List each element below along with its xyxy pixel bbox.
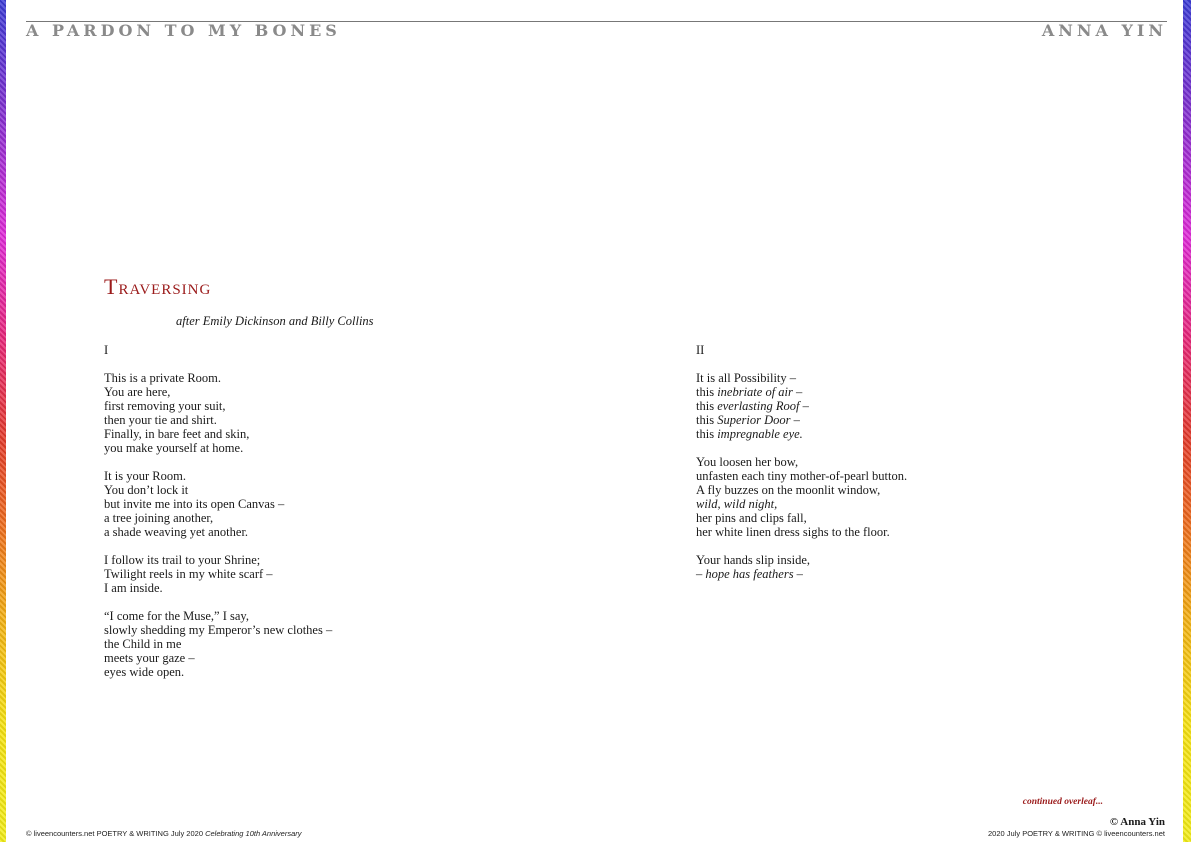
- poem-line: “I come for the Muse,” I say,: [104, 609, 249, 623]
- poem-line: This is a private Room.: [104, 371, 221, 385]
- stanza: [696, 371, 907, 441]
- poem-line: You loosen her bow,: [696, 455, 799, 469]
- poem-line: this impregnable eye.: [696, 427, 803, 441]
- poem-line: first removing your suit,: [104, 399, 226, 413]
- poem-line: You don’t lock it: [104, 483, 189, 497]
- poem-line: this inebriate of air –: [696, 385, 803, 399]
- poem-line: I follow its trail to your Shrine;: [104, 553, 261, 567]
- poem-line: this Superior Door –: [696, 413, 800, 427]
- poem-line: but invite me into its open Canvas –: [104, 497, 285, 511]
- poem-line: a tree joining another,: [104, 511, 214, 525]
- footer-left: © liveencounters.net POETRY & WRITING July 2020 Celebrating 10th Anniversary: [26, 829, 302, 838]
- poem-line: You are here,: [104, 385, 171, 399]
- poem-line: A fly buzzes on the moonlit window,: [696, 483, 881, 497]
- poem-line: a shade weaving yet another.: [104, 525, 249, 539]
- poem-line: It is all Possibility –: [696, 371, 797, 385]
- poem-line: meets your gaze –: [104, 651, 195, 665]
- poem-line: her pins and clips fall,: [696, 511, 807, 525]
- poem-line: the Child in me: [104, 637, 182, 651]
- stanza: [104, 371, 332, 455]
- poem-line: eyes wide open.: [104, 665, 185, 679]
- poem-line: Twilight reels in my white scarf –: [104, 567, 273, 581]
- poem-line: this everlasting Roof –: [696, 399, 809, 413]
- stanza: [104, 469, 332, 539]
- poem-part-2: [696, 343, 907, 595]
- stanza: [104, 553, 332, 595]
- poem-line: unfasten each tiny mother-of-pearl button.: [696, 469, 908, 483]
- header-author: ANNA YIN: [1041, 21, 1167, 40]
- part-numeral: I: [104, 343, 109, 357]
- continued-note: continued overleaf...: [1022, 797, 1103, 807]
- part-1-stanzas: [104, 371, 332, 679]
- left-color-border: [0, 0, 6, 842]
- poem-title: Traversing: [104, 274, 212, 299]
- footer-right: 2020 July POETRY & WRITING © liveencounters.net: [988, 829, 1165, 838]
- poem-line: Finally, in bare feet and skin,: [104, 427, 250, 441]
- stanza: [104, 609, 332, 679]
- poem-line: It is your Room.: [104, 469, 186, 483]
- poem-line: wild, wild night,: [696, 497, 778, 511]
- stanza: [696, 553, 907, 581]
- right-color-border: [1183, 0, 1191, 842]
- poem-dedication: after Emily Dickinson and Billy Collins: [176, 314, 374, 328]
- copyright-author: © Anna Yin: [1109, 816, 1165, 828]
- stanza: [696, 455, 907, 539]
- poem-part-1: [104, 343, 332, 693]
- part-numeral: II: [696, 343, 705, 357]
- poem-line: you make yourself at home.: [104, 441, 244, 455]
- header-book-title: A PARDON TO MY BONES: [26, 21, 341, 40]
- poem-line: Your hands slip inside,: [696, 553, 811, 567]
- poem-line: – hope has feathers –: [696, 567, 803, 581]
- poem-line: slowly shedding my Emperor’s new clothes –: [104, 623, 333, 637]
- poem-line: her white linen dress sighs to the floor.: [696, 525, 890, 539]
- poem-line: I am inside.: [104, 581, 163, 595]
- poem-line: then your tie and shirt.: [104, 413, 217, 427]
